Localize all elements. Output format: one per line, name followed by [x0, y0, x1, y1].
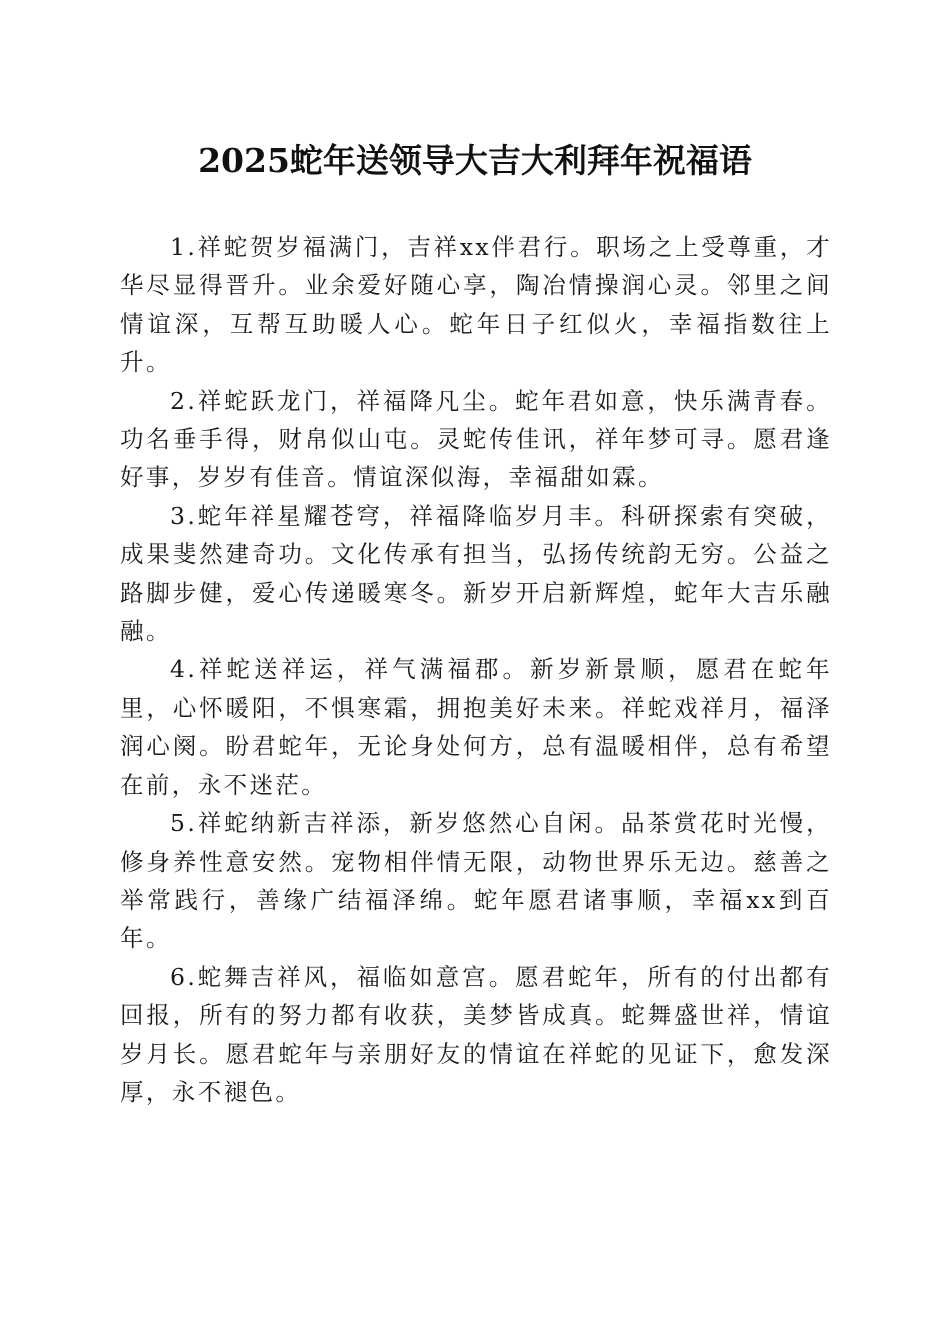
paragraph-6: 6.蛇舞吉祥风，福临如意宫。愿君蛇年，所有的付出都有回报，所有的努力都有收获，美梦皆成真。蛇舞盛世祥，情谊岁月长。愿君蛇年与亲朋好友的情谊在祥蛇的见证下，愈发深厚，永不褪色。 [120, 962, 832, 1106]
document-title: 2025蛇年送领导大吉大利拜年祝福语 [198, 141, 752, 180]
paragraph-2: 2.祥蛇跃龙门，祥福降凡尘。蛇年君如意，快乐满青春。功名垂手得，财帛似山屯。灵蛇传佳讯，祥年梦可寻。愿君逢好事，岁岁有佳音。情谊深似海，幸福甜如霖。 [120, 386, 832, 492]
paragraph-3: 3.蛇年祥星耀苍穹，祥福降临岁月丰。科研探索有突破，成果斐然建奇功。文化传承有担当，弘扬传统韵无穷。公益之路脚步健，爱心传递暖寒冬。新岁开启新辉煌，蛇年大吉乐融融。 [120, 501, 832, 646]
paragraph-5: 5.祥蛇纳新吉祥添，新岁悠然心自闲。品茶赏花时光慢，修身养性意安然。宠物相伴情无限，动物世界乐无边。慈善之举常践行，善缘广结福泽绵。蛇年愿君诸事顺，幸福xx到百年。 [120, 809, 832, 953]
paragraph-1: 1.祥蛇贺岁福满门，吉祥xx伴君行。职场之上受尊重，才华尽显得晋升。业余爱好随心享，陶冶情操润心灵。邻里之间情谊深，互帮互助暖人心。蛇年日子红似火，幸福指数往上升。 [120, 233, 832, 377]
document-body [120, 228, 832, 1111]
paragraph-4: 4.祥蛇送祥运，祥气满福郡。新岁新景顺，愿君在蛇年里，心怀暖阳，不惧寒霜，拥抱美好未来。祥蛇戏祥月，福泽润心阕。盼君蛇年，无论身处何方，总有温暖相伴，总有希望在前，永不迷茫。 [120, 655, 832, 799]
